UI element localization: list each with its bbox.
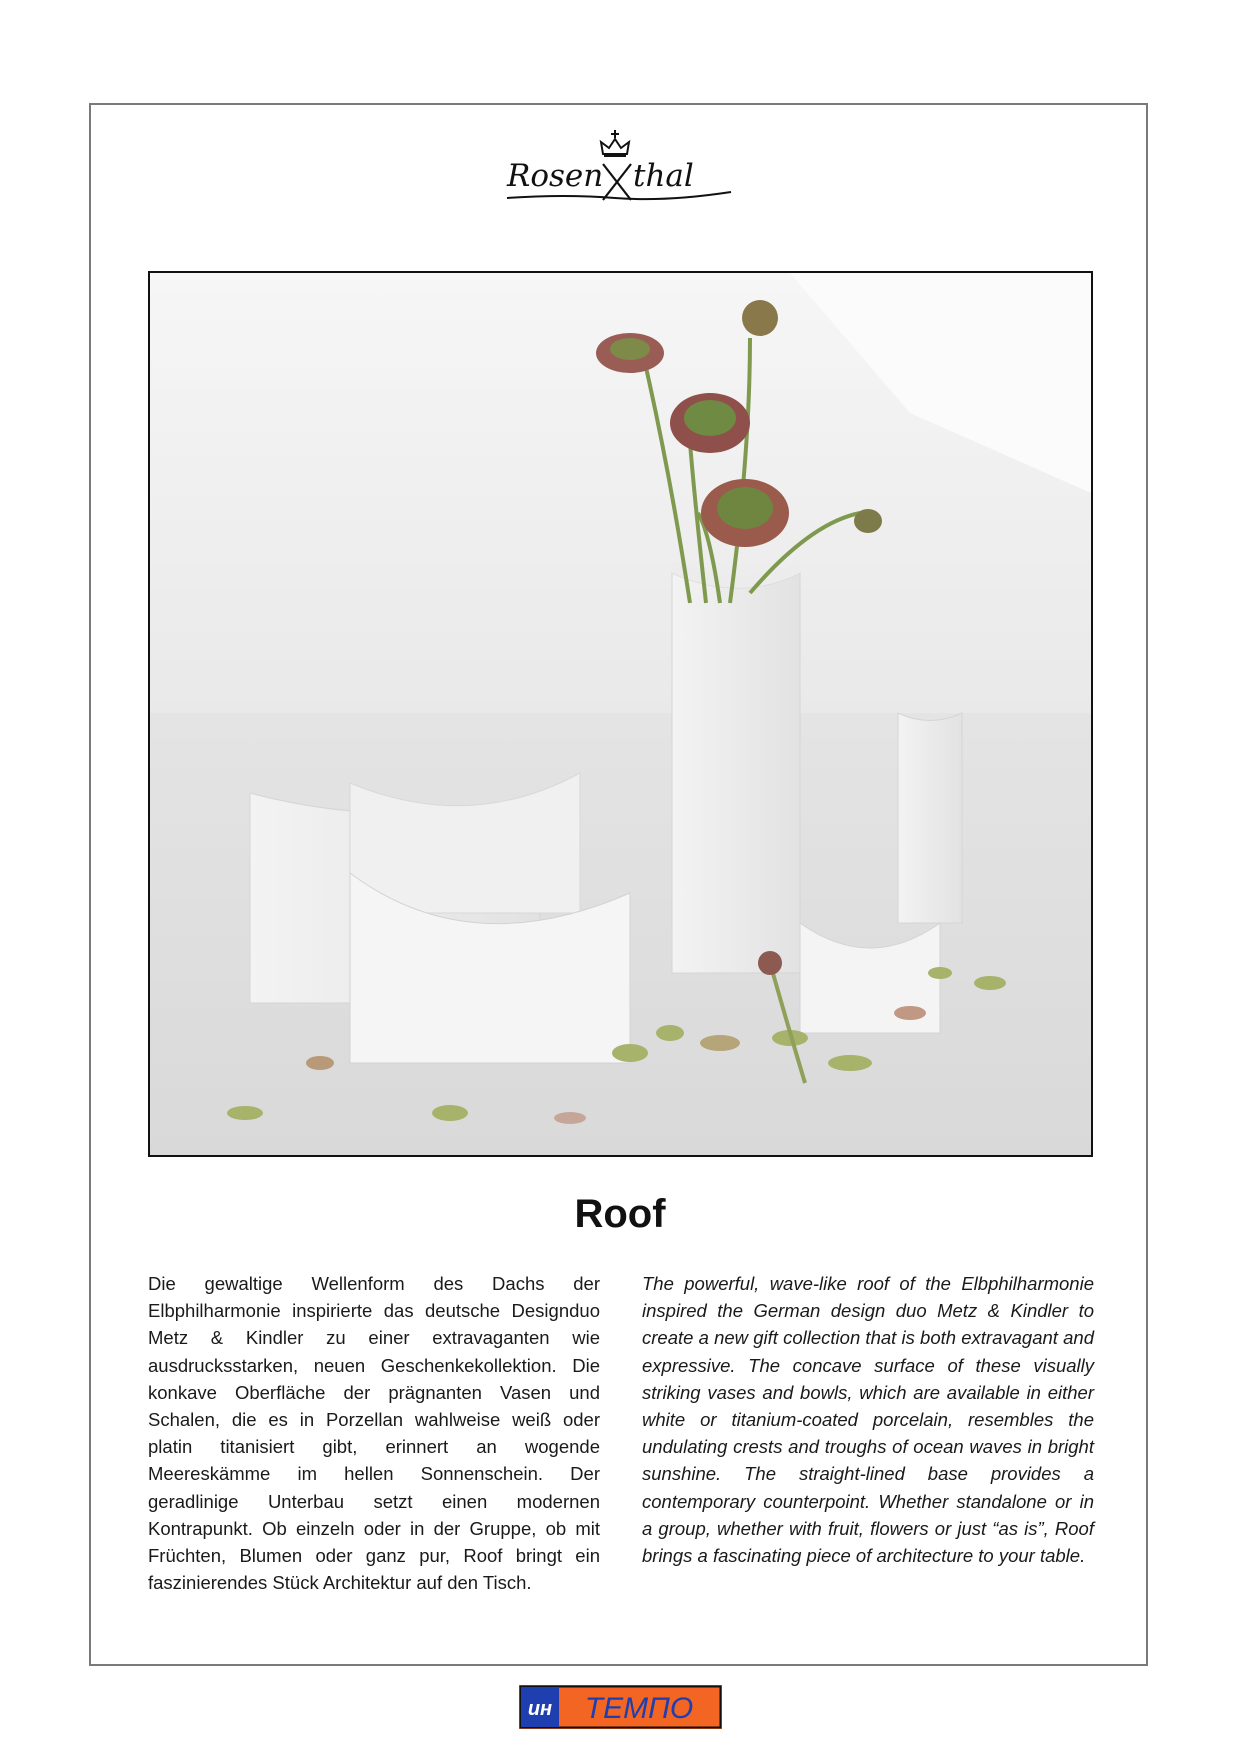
description-german: Die gewaltige Wellenform des Dachs der Elbphilharmonie inspirierte das deutsche Designduo Metz & Kindler zu einer extravaganten wie ausdrucksstarken, neuen Geschenkekollektion. Die konkave Oberfläche der prägnanten Vasen und Schalen, die es in Porzellan wahlweise weiß oder platin titanisiert gibt, erinnert an wogende Meereskämme im hellen Sonnenschein. Der geradlinige Unterbau setzt einen modernen Kontrapunkt. Ob einzeln oder in der Gruppe, ob mit Früchten, Blumen oder ganz pur, Roof bringt ein faszinierendes Stück Architektur auf den Tisch. <box>148 1273 600 1594</box>
photo-illustration <box>150 273 1091 1155</box>
medium-vase <box>898 713 962 923</box>
svg-text:Rosen: Rosen <box>507 158 604 194</box>
rosenthal-logo <box>505 128 735 210</box>
footer-badge: ин <box>527 1698 553 1720</box>
crown-icon <box>601 130 629 156</box>
tall-vase <box>672 561 800 973</box>
description-english: The powerful, wave-like roof of the Elbphilharmonie inspired the German design duo Metz & Kindler to create a new gift collection that is both extravagant and expressive. The concave surface of these visually striking vases and bowls, which are available in either white or titanium-coated porcelain, resembles the undulating crests and troughs of ocean waves in bright sunshine. The straight-lined base provides a contemporary counterpoint. Whether standalone or in a group, whether with fruit, flowers or just “as is”, Roof brings a fascinating piece of architecture to your table. <box>642 1273 1094 1567</box>
svg-text:thal: thal <box>633 158 694 194</box>
product-photo <box>148 271 1093 1157</box>
footer-brand: ТЕМПО <box>584 1692 694 1725</box>
page-title: Roof <box>574 1192 666 1236</box>
crossed-swords-icon <box>603 164 631 200</box>
tempo-logo <box>519 1685 722 1729</box>
